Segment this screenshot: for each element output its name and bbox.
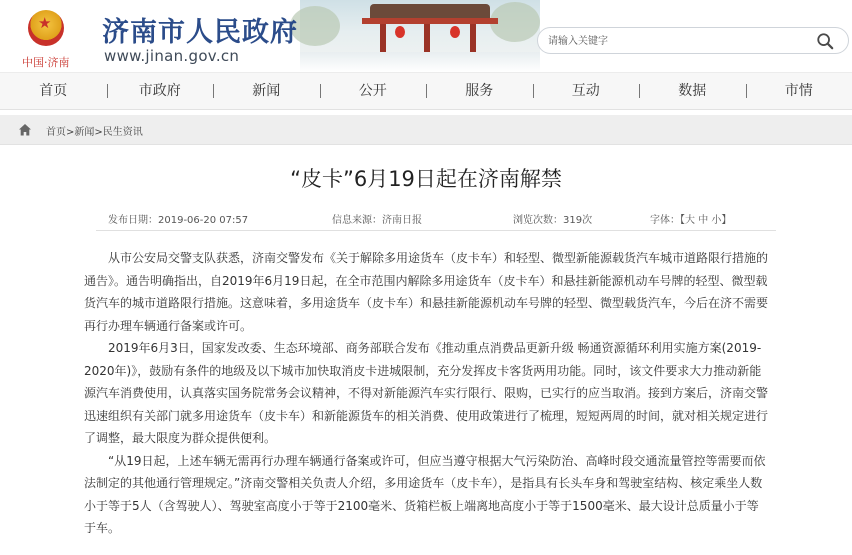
- publish-date-value: 2019-06-20 07:57: [158, 215, 249, 226]
- breadcrumb: [46, 123, 143, 138]
- article-paragraph: 从市公安局交警支队获悉，济南交警发布《关于解除多用途货车（皮卡车）和轻型、微型新能源载货汽车城市道路限行措施的通告》。通告明确指出，自2019年6月19日起，在全市范围内解除多用途货车（皮卡车）和悬挂新能源机动车号牌的轻型、微型载货汽车的城市道路限行措施。这意味着，多用途货车（皮卡车）和悬挂新能源机动车号牌的轻型、微型载货汽车，今后在济不需要再行办理车辆通行备案或许可。: [84, 251, 769, 333]
- nav-item-interaction[interactable]: 互动: [533, 72, 640, 110]
- home-icon[interactable]: [18, 123, 32, 137]
- font-size-small-button[interactable]: 小: [711, 215, 722, 226]
- star-icon: ★: [38, 14, 52, 32]
- search-input[interactable]: [548, 31, 808, 51]
- main-nav: [0, 72, 852, 110]
- nav-item-public[interactable]: 公开: [320, 72, 427, 110]
- site-header: [0, 0, 852, 72]
- nav-item-data[interactable]: 数据: [639, 72, 746, 110]
- site-title[interactable]: 济南市人民政府: [102, 17, 298, 48]
- breadcrumb-bar: [0, 115, 852, 145]
- site-url: www.jinan.gov.cn: [104, 47, 240, 65]
- font-size-large-button[interactable]: 大: [685, 215, 695, 226]
- article-title: “皮卡”6月19日起在济南解禁: [290, 167, 562, 191]
- nav-item-city-info[interactable]: 市情: [746, 72, 852, 110]
- nav-item-news[interactable]: 新闻: [213, 72, 320, 110]
- breadcrumb-livelihood[interactable]: 民生资讯: [102, 127, 143, 138]
- meta-divider: [96, 230, 776, 231]
- search-icon[interactable]: [816, 32, 834, 50]
- breadcrumb-home[interactable]: 首页: [46, 127, 66, 138]
- font-size-label: 字体：: [650, 215, 680, 226]
- emblem-text: 中国·济南: [22, 56, 70, 69]
- breadcrumb-separator: >: [66, 127, 75, 138]
- header-banner-image: [300, 0, 540, 72]
- font-size-control: 字体：【大 中 小】: [650, 215, 732, 226]
- article-paragraph: 2019年6月3日，国家发改委、生态环境部、商务部联合发布《推动重点消费品更新升级 畅通资源循环利用实施方案(2019-2020年)》，鼓励有条件的地级及以下城市加快取消皮卡进城限制，充分发挥皮卡客货两用功能。同时，该文件要求大力推动新能源汽车消费使用，认真落实国务院常务会议精神，不得对新能源汽车实行限行、限购，已实行的应当取消。接到方案后，济南交警迅速组织有关部门就多用途货车（皮卡车）和新能源货车的相关消费、使用政策进行了梳理，短短两周的时间，就对相关规定进行了调整，最大限度为群众提供便利。: [84, 341, 769, 445]
- view-count-label: 浏览次数：: [513, 215, 563, 226]
- city-emblem-logo[interactable]: [22, 10, 70, 69]
- nav-item-service[interactable]: 服务: [426, 72, 533, 110]
- font-size-medium-button[interactable]: 中: [698, 215, 709, 226]
- publish-date: [108, 211, 248, 226]
- breadcrumb-news[interactable]: 新闻: [74, 127, 95, 138]
- info-source-label: 信息来源：: [332, 215, 382, 226]
- article-body: [84, 247, 770, 540]
- nav-item-home[interactable]: 首页: [39, 83, 68, 99]
- view-count-value: 319次: [563, 215, 593, 226]
- publish-date-label: 发布日期：: [108, 215, 158, 226]
- info-source: [332, 211, 422, 226]
- info-source-value: 济南日报: [382, 215, 422, 226]
- breadcrumb-separator: >: [94, 127, 103, 138]
- search-box: [537, 27, 849, 54]
- nav-item-government[interactable]: 市政府: [107, 72, 214, 110]
- view-count: [513, 211, 592, 226]
- article-paragraph: “从19日起，上述车辆无需再行办理车辆通行备案或许可，但应当遵守根据大气污染防治、高峰时段交通流量管控等需要而依法制定的其他通行管理规定。”济南交警相关负责人介绍，多用途货车（皮卡车），是指具有长头车身和驾驶室结构、核定乘坐人数小于等于5人（含驾驶人）、驾驶室高度小于等于2100毫米、货箱栏板上端离地高度小于等于1500毫米、最大设计总质量小于等于车。: [84, 453, 766, 535]
